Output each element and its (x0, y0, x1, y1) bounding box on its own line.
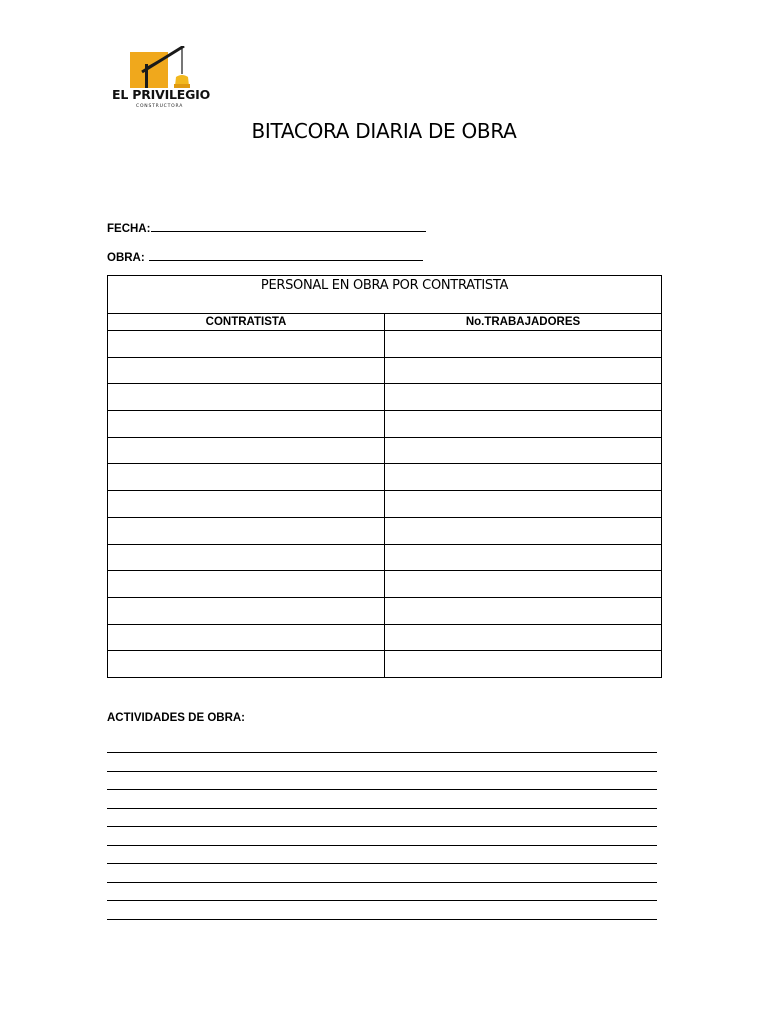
obra-field (107, 248, 423, 264)
actividad-line[interactable] (107, 900, 657, 919)
trabajadores-cell[interactable] (385, 624, 662, 651)
table-row (108, 437, 662, 464)
trabajadores-cell[interactable] (385, 437, 662, 464)
trabajadores-cell[interactable] (385, 411, 662, 438)
table-row (108, 464, 662, 491)
actividades-lines (107, 752, 657, 937)
column-header-contratista: CONTRATISTA (108, 314, 385, 331)
trabajadores-cell[interactable] (385, 331, 662, 358)
table-row (108, 571, 662, 598)
actividad-line[interactable] (107, 863, 657, 882)
obra-label: OBRA: (107, 252, 145, 264)
actividad-line[interactable] (107, 826, 657, 845)
table-row (108, 491, 662, 518)
actividades-label: ACTIVIDADES DE OBRA: (107, 712, 246, 724)
personal-table (107, 275, 662, 678)
contratista-cell[interactable] (108, 331, 385, 358)
actividad-line[interactable] (107, 789, 657, 808)
actividad-line[interactable] (107, 919, 657, 938)
table-row (108, 331, 662, 358)
fecha-input-line[interactable] (151, 219, 426, 232)
actividad-line[interactable] (107, 808, 657, 827)
table-row (108, 651, 662, 678)
logo-subtitle: CONSTRUCTORA (136, 104, 184, 109)
trabajadores-cell[interactable] (385, 571, 662, 598)
column-header-trabajadores: No.TRABAJADORES (385, 314, 662, 331)
contratista-cell[interactable] (108, 651, 385, 678)
trabajadores-cell[interactable] (385, 464, 662, 491)
trabajadores-cell[interactable] (385, 517, 662, 544)
trabajadores-cell[interactable] (385, 357, 662, 384)
fecha-field (107, 219, 426, 235)
trabajadores-cell[interactable] (385, 384, 662, 411)
table-title-text: PERSONAL EN OBRA POR CONTRATISTA (260, 278, 509, 293)
contratista-cell[interactable] (108, 571, 385, 598)
table-row (108, 411, 662, 438)
fecha-label: FECHA: (107, 223, 151, 235)
contratista-cell[interactable] (108, 384, 385, 411)
trabajadores-cell[interactable] (385, 544, 662, 571)
contratista-cell[interactable] (108, 624, 385, 651)
contratista-cell[interactable] (108, 357, 385, 384)
table-row (108, 597, 662, 624)
contratista-cell[interactable] (108, 491, 385, 518)
trabajadores-cell[interactable] (385, 651, 662, 678)
company-logo (108, 44, 211, 112)
actividad-line[interactable] (107, 882, 657, 901)
contratista-cell[interactable] (108, 517, 385, 544)
page-title: BITACORA DIARIA DE OBRA (251, 119, 517, 143)
table-row (108, 544, 662, 571)
table-title (108, 276, 662, 314)
contratista-cell[interactable] (108, 437, 385, 464)
table-row (108, 624, 662, 651)
actividad-line[interactable] (107, 752, 657, 771)
contratista-cell[interactable] (108, 597, 385, 624)
logo-name: EL PRIVILEGIO (112, 87, 211, 102)
table-row (108, 384, 662, 411)
table-row (108, 357, 662, 384)
trabajadores-cell[interactable] (385, 597, 662, 624)
trabajadores-cell[interactable] (385, 491, 662, 518)
crane-icon (130, 46, 202, 90)
actividad-line[interactable] (107, 845, 657, 864)
actividad-line[interactable] (107, 771, 657, 790)
contratista-cell[interactable] (108, 544, 385, 571)
obra-input-line[interactable] (149, 248, 423, 261)
table-row (108, 517, 662, 544)
contratista-cell[interactable] (108, 464, 385, 491)
contratista-cell[interactable] (108, 411, 385, 438)
